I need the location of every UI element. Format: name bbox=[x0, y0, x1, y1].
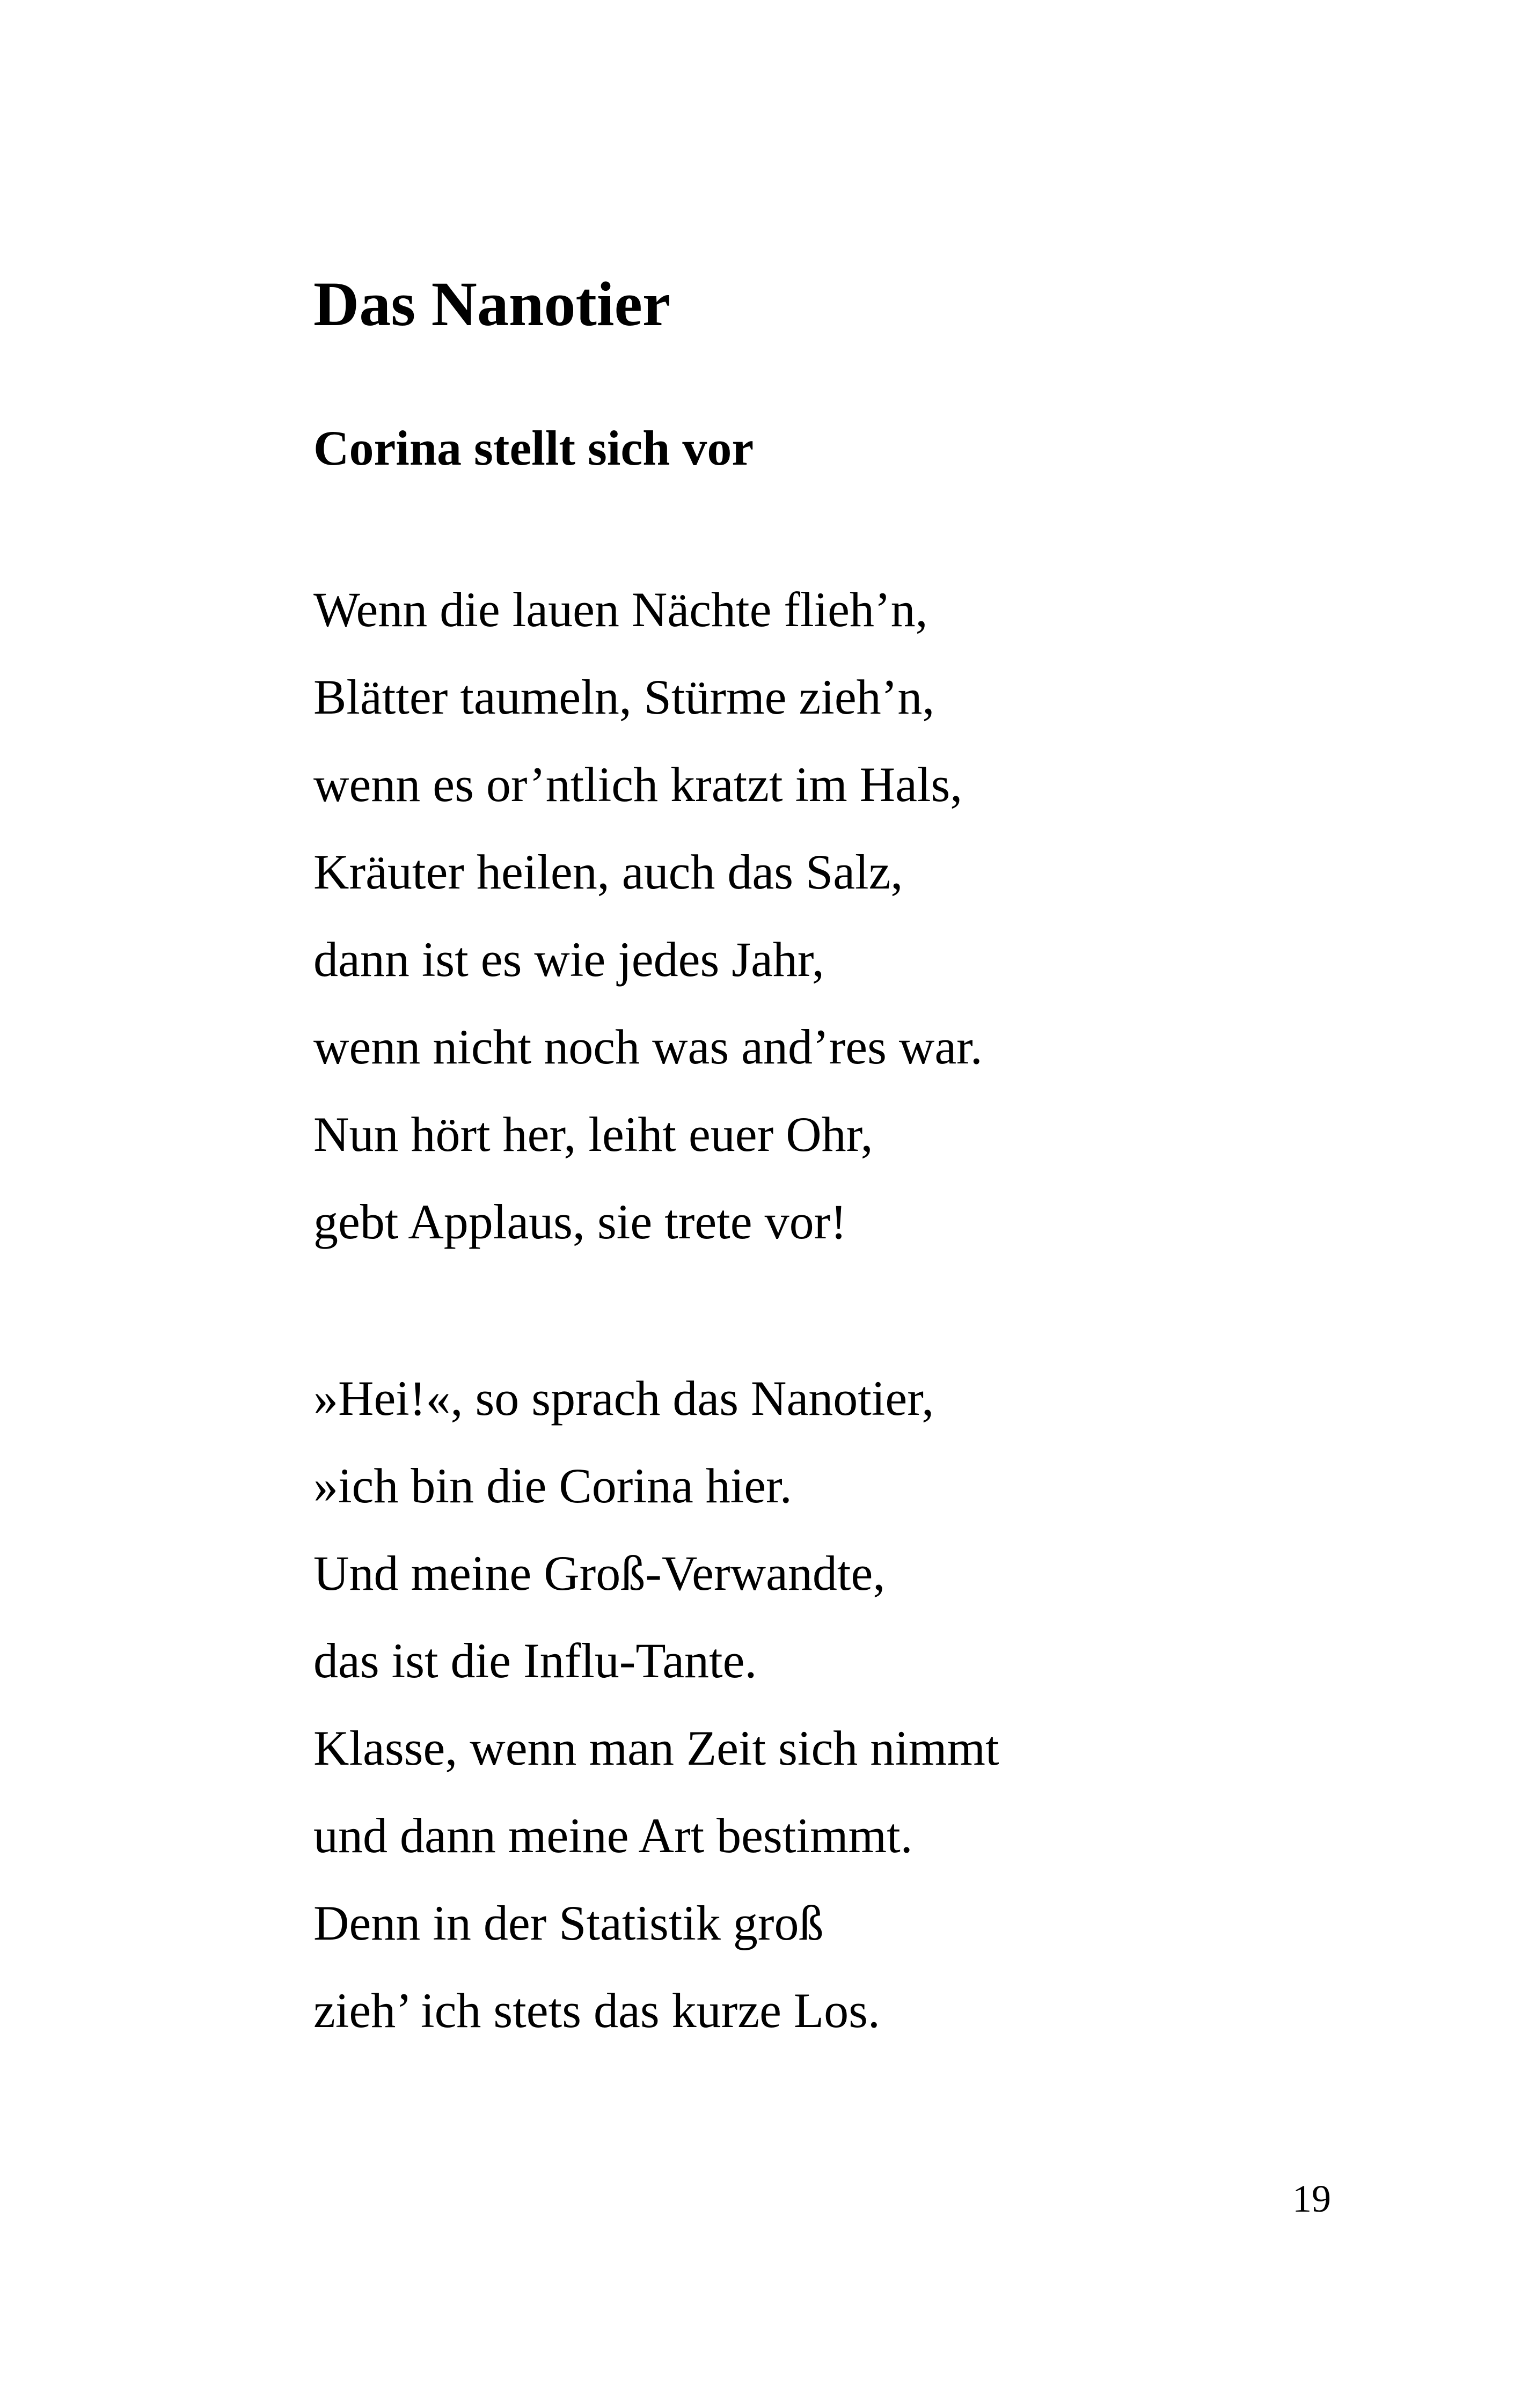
stanza-2 bbox=[313, 1355, 999, 2054]
verse-line: gebt Applaus, sie trete vor! bbox=[313, 1194, 847, 1249]
verse-line: Denn in der Statistik groß bbox=[313, 1896, 824, 1950]
verse-line: »Hei!«, so sprach das Nanotier, bbox=[313, 1371, 934, 1426]
verse-line: Und meine Groß-Verwandte, bbox=[313, 1546, 886, 1601]
verse-line: zieh’ ich stets das kurze Los. bbox=[313, 1983, 880, 2038]
verse-line: Wenn die lauen Nächte flieh’n, bbox=[313, 582, 928, 637]
verse-line: Klasse, wenn man Zeit sich nimmt bbox=[313, 1721, 999, 1775]
verse-line: »ich bin die Corina hier. bbox=[313, 1458, 792, 1513]
verse-line: und dann meine Art bestimmt. bbox=[313, 1808, 913, 1863]
verse-line: Blätter taumeln, Stürme zieh’n, bbox=[313, 670, 935, 724]
verse-line: das ist die Influ-Tante. bbox=[313, 1633, 757, 1688]
verse-line: wenn nicht noch was and’res war. bbox=[313, 1019, 983, 1074]
verse-line: Nun hört her, leiht euer Ohr, bbox=[313, 1107, 873, 1162]
poem-subtitle: Corina stellt sich vor bbox=[313, 421, 754, 475]
verse-line: Kräuter heilen, auch das Salz, bbox=[313, 845, 903, 899]
page-number: 19 bbox=[1292, 2177, 1331, 2220]
verse-line: wenn es or’ntlich kratzt im Hals, bbox=[313, 757, 963, 812]
stanza-1 bbox=[313, 566, 983, 1266]
poem-title: Das Nanotier bbox=[313, 269, 671, 339]
verse-line: dann ist es wie jedes Jahr, bbox=[313, 932, 824, 987]
